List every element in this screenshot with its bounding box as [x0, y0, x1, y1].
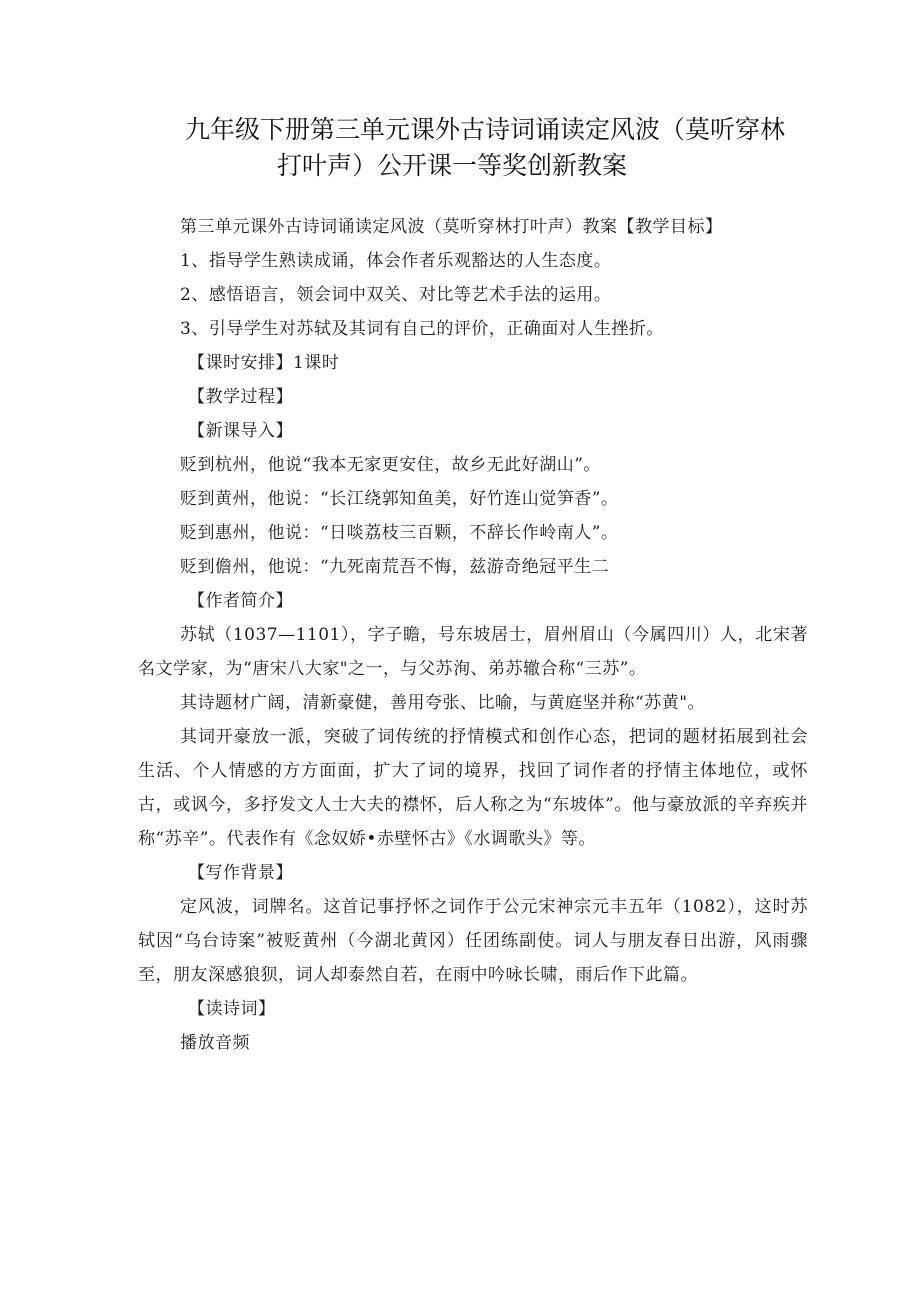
document-body [138, 210, 808, 1060]
quote-huizhou: 贬到惠州，他说：“日啖荔枝三百颗，不辞长作岭南人”。 [180, 523, 619, 543]
objective-2: 2、感悟语言，领会词中双关、对比等艺术手法的运用。 [180, 285, 612, 305]
title-line-2: 打叶声）公开课一等奖创新教案 [277, 151, 628, 180]
play-audio-text: 播放音频 [180, 1033, 250, 1053]
author-paragraph-3: 其词开豪放一派，突破了词传统的抒情模式和创作心态，把词的题材拓展到社会生活、个人情感的方方面面，扩大了词的境界，找回了词作者的抒情主体地位，或怀古，或讽今，多抒发文人士大夫的襟怀，后人称之为“东坡体”。他与豪放派的辛弃疾并称“苏辛”。代表作有《念奴娇•赤壁怀古》《水调歌头》等。 [138, 727, 808, 849]
section-schedule: 【课时安排】1课时 [188, 353, 340, 373]
author-paragraph-2: 其诗题材广阔，清新豪健，善用夸张、比喻，与黄庭坚并称“苏黄"。 [180, 693, 706, 713]
objective-3: 3、引导学生对苏轼及其词有自己的评价，正确面对人生挫折。 [180, 319, 664, 339]
document-title [185, 112, 805, 184]
title-line-1: 九年级下册第三单元课外古诗词诵读定风波（莫听穿林 [185, 115, 786, 144]
lesson-intro-heading: 第三单元课外古诗词诵读定风波（莫听穿林打叶声）教案【教学目标】 [180, 217, 723, 237]
section-process: 【教学过程】 [188, 387, 293, 407]
section-reading: 【读诗词】 [188, 999, 276, 1019]
section-author: 【作者简介】 [188, 591, 293, 611]
quote-hangzhou: 贬到杭州，他说“我本无家更安住，故乡无此好湖山”。 [180, 455, 601, 475]
background-paragraph: 定风波，词牌名。这首记事抒怀之词作于公元宋神宗元丰五年（1082），这时苏轼因“乌台诗案”被贬黄州（今湖北黄冈）任团练副使。词人与朋友春日出游，风雨骤至，朋友深感狼狈，词人却泰然自若，在雨中吟咏长啸，雨后作下此篇。 [138, 897, 808, 985]
section-intro: 【新课导入】 [188, 421, 293, 441]
quote-huangzhou: 贬到黄州，他说：“长江绕郭知鱼美，好竹连山觉笋香”。 [180, 489, 619, 509]
quote-danzhou: 贬到儋州，他说：“九死南荒吾不悔，兹游奇绝冠平生二 [180, 557, 610, 577]
section-background: 【写作背景】 [188, 863, 293, 883]
objective-1: 1、指导学生熟读成诵，体会作者乐观豁达的人生态度。 [180, 251, 612, 271]
author-paragraph-1: 苏轼（1037—1101），字子瞻，号东坡居士，眉州眉山（今属四川）人，北宋著名文学家，为“唐宋八大家"之一，与父苏洵、弟苏辙合称“三苏”。 [138, 625, 808, 679]
